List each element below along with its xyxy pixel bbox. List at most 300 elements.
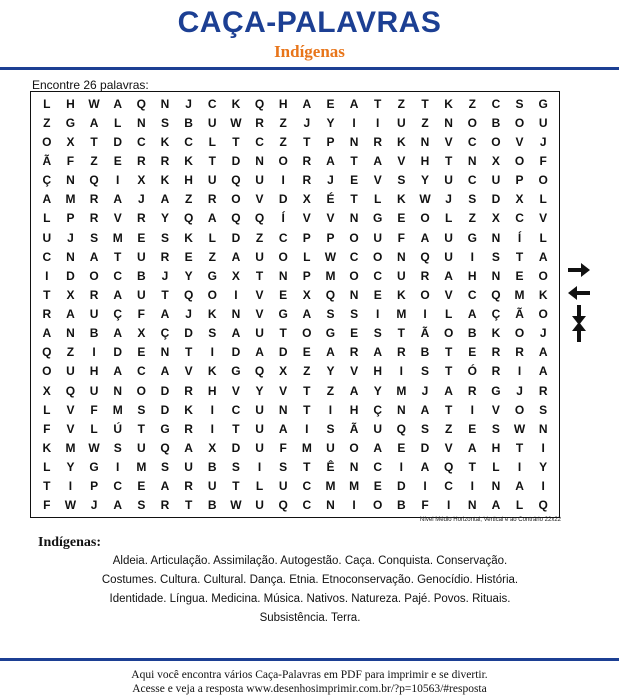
grid-cell: A xyxy=(184,441,193,456)
grid-cell: T xyxy=(43,479,51,494)
grid-cell: J xyxy=(445,192,452,207)
grid-cell: V xyxy=(444,134,453,149)
grid-cell: B xyxy=(207,460,217,475)
grid-cell: C xyxy=(42,249,52,264)
grid-cell: C xyxy=(467,134,477,149)
grid-cell: R xyxy=(160,153,170,168)
word-item: Terra. xyxy=(331,612,361,624)
grid-cell: M xyxy=(136,460,147,475)
grid-cell: O xyxy=(302,326,312,341)
grid-cell: Z xyxy=(421,115,429,130)
grid-cell: U xyxy=(207,479,217,494)
grid-cell: N xyxy=(326,498,335,513)
grid-cell: V xyxy=(350,364,359,379)
grid-cell: D xyxy=(278,192,288,207)
word-item: História. xyxy=(475,574,519,586)
grid-cell: M xyxy=(65,441,76,456)
grid-cell: S xyxy=(160,115,169,130)
grid-cell: U xyxy=(491,173,501,188)
grid-cell: Q xyxy=(254,211,265,226)
grid-cell: K xyxy=(538,287,548,302)
grid-cell: E xyxy=(184,249,193,264)
word-search-grid xyxy=(30,91,560,518)
word-item: Natureza. xyxy=(351,593,402,605)
grid-cell: Q xyxy=(231,211,241,226)
grid-cell: C xyxy=(255,134,264,149)
grid-cell: L xyxy=(114,115,122,130)
grid-cell: A xyxy=(113,326,123,341)
grid-cell: C xyxy=(231,402,241,417)
grid-cell: A xyxy=(89,115,99,130)
grid-cell: L xyxy=(515,498,524,513)
grid-cell: O xyxy=(278,249,288,264)
grid-cell: G xyxy=(491,383,501,398)
grid-cell: O xyxy=(207,287,217,302)
grid-cell: I xyxy=(92,345,96,360)
grid-cell: L xyxy=(492,460,500,475)
grid-cell: Ç xyxy=(373,402,383,417)
grid-cell: Z xyxy=(208,249,216,264)
grid-cell: Í xyxy=(281,211,285,226)
grid-cell: I xyxy=(541,441,545,456)
grid-cell: S xyxy=(208,326,217,341)
grid-cell: R xyxy=(89,287,99,302)
grid-cell: R xyxy=(137,153,146,168)
grid-cell: N xyxy=(349,211,359,226)
page-title: CAÇA-PALAVRAS xyxy=(177,6,442,39)
word-item: Cultural. xyxy=(203,574,247,586)
grid-cell: V xyxy=(184,364,193,379)
grid-cell: J xyxy=(161,268,169,283)
grid-cell: S xyxy=(160,460,169,475)
grid-cell: N xyxy=(137,115,146,130)
grid-cell: R xyxy=(491,345,501,360)
grid-cell: R xyxy=(89,192,99,207)
grid-cell: Z xyxy=(468,211,476,226)
grid-cell: L xyxy=(43,460,51,475)
grid-cell: J xyxy=(90,498,98,513)
grid-cell: R xyxy=(184,383,193,398)
grid-cell: U xyxy=(326,441,335,456)
grid-cell: X xyxy=(42,383,51,398)
grid-cell: Y xyxy=(160,211,169,226)
grid-cell: E xyxy=(137,230,146,245)
grid-cell: B xyxy=(89,326,99,341)
grid-cell: D xyxy=(113,134,123,149)
grid-cell: S xyxy=(160,230,169,245)
grid-cell: O xyxy=(514,115,525,130)
grid-cell: S xyxy=(491,421,500,436)
grid-cell: C xyxy=(349,249,359,264)
grid-cell: G xyxy=(467,230,477,245)
grid-cell: T xyxy=(421,96,429,111)
grid-cell: X xyxy=(66,287,75,302)
grid-cell: O xyxy=(373,498,383,513)
grid-cell: X xyxy=(491,153,500,168)
grid-cell: I xyxy=(281,173,285,188)
grid-cell: T xyxy=(515,441,524,456)
grid-cell: I xyxy=(446,498,451,513)
grid-cell: G xyxy=(278,307,288,322)
word-item: Rituais. xyxy=(472,593,511,605)
grid-cell: A xyxy=(467,441,477,456)
grid-cell: I xyxy=(541,479,545,494)
grid-cell: T xyxy=(444,153,453,168)
word-item: Conservação. xyxy=(436,555,508,567)
grid-cell: I xyxy=(234,287,238,302)
grid-cell: S xyxy=(468,192,477,207)
grid-cell: Ã xyxy=(515,307,524,322)
grid-cell: E xyxy=(279,287,288,302)
grid-cell: T xyxy=(303,460,311,475)
grid-cell: E xyxy=(113,153,122,168)
grid-cell: S xyxy=(420,364,429,379)
grid-cell: E xyxy=(350,173,359,188)
grid-cell: F xyxy=(397,230,406,245)
word-item: Articulação. xyxy=(150,555,211,567)
grid-cell: G xyxy=(325,326,336,341)
grid-cell: W xyxy=(419,192,431,207)
grid-cell: C xyxy=(491,96,501,111)
grid-cell: M xyxy=(65,192,76,207)
grid-cell: Q xyxy=(231,173,241,188)
grid-cell: A xyxy=(42,192,52,207)
grid-cell: G xyxy=(65,115,76,130)
grid-cell: F xyxy=(43,498,51,513)
grid-cell: A xyxy=(420,230,430,245)
grid-cell: C xyxy=(373,268,383,283)
grid-cell: A xyxy=(538,345,548,360)
grid-cell: T xyxy=(468,460,476,475)
grid-cell: A xyxy=(326,345,335,360)
grid-cell: K xyxy=(231,96,241,111)
grid-cell: D xyxy=(397,479,406,494)
grid-cell: Q xyxy=(183,211,194,226)
grid-cell: O xyxy=(420,211,430,226)
grid-cell: L xyxy=(43,96,51,111)
grid-cell: A xyxy=(373,153,383,168)
grid-cell: C xyxy=(515,211,524,226)
grid-cell: Z xyxy=(184,192,193,207)
grid-cell: O xyxy=(278,153,288,168)
grid-cell: L xyxy=(444,307,453,322)
grid-cell: A xyxy=(326,153,335,168)
grid-cell: É xyxy=(326,192,335,207)
grid-cell: O xyxy=(42,364,52,379)
grid-cell: I xyxy=(210,345,214,360)
grid-cell: O xyxy=(349,230,359,245)
grid-cell: M xyxy=(349,479,360,494)
grid-cell: G xyxy=(373,211,383,226)
word-item: Conquista. xyxy=(378,555,434,567)
grid-cell: N xyxy=(66,326,75,341)
grid-cell: W xyxy=(513,421,526,436)
grid-cell: Z xyxy=(255,230,264,245)
grid-cell: R xyxy=(467,383,477,398)
grid-cell: Z xyxy=(279,115,287,130)
grid-cell: T xyxy=(90,134,98,149)
word-item: Pajé. xyxy=(404,593,431,605)
grid-cell: H xyxy=(467,268,477,283)
grid-cell: Q xyxy=(254,96,265,111)
grid-cell: A xyxy=(349,383,359,398)
grid-cell: O xyxy=(136,383,147,398)
grid-cell: Y xyxy=(66,460,75,475)
grid-cell: V xyxy=(255,287,264,302)
grid-cell: Ã xyxy=(349,421,359,436)
grid-cell: V xyxy=(255,192,264,207)
grid-cell: N xyxy=(349,134,359,149)
grid-cell: T xyxy=(515,249,524,264)
grid-cell: R xyxy=(420,268,430,283)
grid-cell: L xyxy=(43,211,51,226)
grid-cell: J xyxy=(185,307,192,322)
grid-cell: K xyxy=(207,307,217,322)
word-item: Povos. xyxy=(433,593,469,605)
grid-cell: I xyxy=(470,249,474,264)
grid-cell: I xyxy=(45,268,49,283)
grid-cell: Ç xyxy=(491,307,501,322)
grid-cell: S xyxy=(326,307,335,322)
grid-cell: T xyxy=(444,345,453,360)
grid-cell: W xyxy=(88,96,100,111)
grid-cell: P xyxy=(515,173,524,188)
grid-cell: C xyxy=(444,479,453,494)
grid-cell: T xyxy=(350,153,358,168)
grid-cell: T xyxy=(184,345,193,360)
grid-cell: C xyxy=(302,479,312,494)
grid-cell: J xyxy=(303,115,311,130)
grid-cell: T xyxy=(279,326,287,341)
grid-cell: Ç xyxy=(42,173,52,188)
grid-cell: O xyxy=(443,326,454,341)
grid-cell: K xyxy=(160,134,170,149)
grid-cell: K xyxy=(444,96,453,111)
grid-cell: M xyxy=(325,268,336,283)
grid-cell: F xyxy=(421,498,429,513)
grid-cell: D xyxy=(278,345,288,360)
grid-cell: U xyxy=(207,115,217,130)
grid-cell: A xyxy=(420,460,430,475)
grid-cell: I xyxy=(352,498,356,513)
grid-cell: H xyxy=(89,364,99,379)
grid-cell: A xyxy=(113,96,123,111)
grid-cell: U xyxy=(89,383,99,398)
grid-cell: A xyxy=(160,192,170,207)
grid-cell: U xyxy=(137,249,146,264)
grid-cell: X xyxy=(515,192,524,207)
grid-cell: V xyxy=(373,173,382,188)
grid-cell: C xyxy=(137,364,146,379)
grid-cell: K xyxy=(160,173,170,188)
level-note: Nível Médio Horizontal, Vertical e ao Contrário 22x22 xyxy=(419,517,561,523)
grid-cell: N xyxy=(278,268,288,283)
grid-cell: T xyxy=(397,326,406,341)
grid-cell: T xyxy=(232,479,240,494)
grid-cell: K xyxy=(397,192,406,207)
grid-cell: L xyxy=(208,134,216,149)
grid-cell: U xyxy=(207,173,217,188)
grid-cell: C xyxy=(302,498,312,513)
grid-cell: T xyxy=(114,249,122,264)
grid-cell: R xyxy=(89,211,99,226)
grid-cell: D xyxy=(231,441,241,456)
grid-cell: Q xyxy=(254,364,265,379)
word-item: Genocídio. xyxy=(417,574,473,586)
grid-cell: A xyxy=(113,287,123,302)
grid-cell: R xyxy=(515,345,524,360)
grid-cell: A xyxy=(207,211,217,226)
grid-cell: S xyxy=(137,498,146,513)
instructions: Encontre 26 palavras: xyxy=(32,78,149,92)
grid-cell: J xyxy=(67,230,74,245)
grid-cell: N xyxy=(491,230,501,245)
grid-cell: Ú xyxy=(113,421,123,436)
grid-cell: Z xyxy=(279,134,287,149)
grid-cell: C xyxy=(467,287,477,302)
grid-cell: Q xyxy=(325,287,336,302)
grid-cell: F xyxy=(137,307,146,322)
arrow-left-icon xyxy=(568,286,590,300)
grid-cell: N xyxy=(491,268,501,283)
grid-cell: K xyxy=(184,230,193,245)
grid-cell: X xyxy=(491,211,500,226)
grid-cell: I xyxy=(376,307,380,322)
grid-cell: F xyxy=(43,421,51,436)
grid-cell: Ó xyxy=(467,364,477,379)
word-item: Assimilação. xyxy=(213,555,278,567)
grid-cell: N xyxy=(349,460,359,475)
grid-cell: K xyxy=(397,287,406,302)
grid-cell: B xyxy=(397,498,406,513)
grid-cell: V xyxy=(539,211,548,226)
grid-cell: S xyxy=(113,441,122,456)
grid-cell: T xyxy=(444,364,453,379)
grid-cell: Q xyxy=(396,421,407,436)
grid-cell: N xyxy=(160,345,170,360)
grid-cell: Z xyxy=(43,115,51,130)
grid-cell: R xyxy=(538,383,548,398)
grid-cell: R xyxy=(160,498,170,513)
grid-cell: V xyxy=(279,383,288,398)
grid-cell: A xyxy=(42,326,52,341)
grid-cell: O xyxy=(514,153,525,168)
grid-cell: U xyxy=(66,364,75,379)
grid-cell: L xyxy=(90,421,98,436)
grid-cell: T xyxy=(137,421,146,436)
grid-cell: U xyxy=(255,441,264,456)
grid-cell: N xyxy=(113,383,123,398)
grid-cell: V xyxy=(66,402,75,417)
grid-cell: Q xyxy=(136,96,147,111)
grid-cell: T xyxy=(303,134,311,149)
grid-cell: I xyxy=(423,307,427,322)
grid-cell: E xyxy=(468,421,477,436)
grid-cell: Q xyxy=(420,249,430,264)
grid-cell: S xyxy=(420,421,429,436)
grid-cell: O xyxy=(231,192,241,207)
grid-cell: R xyxy=(184,479,193,494)
grid-cell: J xyxy=(327,173,334,188)
grid-cell: S xyxy=(326,421,335,436)
word-item: Caça. xyxy=(344,555,375,567)
grid-cell: D xyxy=(231,230,241,245)
grid-cell: P xyxy=(66,211,75,226)
word-item: Identidade. xyxy=(109,593,167,605)
grid-cell: P xyxy=(302,268,311,283)
grid-cell: J xyxy=(539,134,547,149)
grid-cell: W xyxy=(64,498,77,513)
grid-cell: L xyxy=(208,230,216,245)
grid-cell: V xyxy=(113,211,122,226)
grid-cell: H xyxy=(278,96,288,111)
grid-cell: S xyxy=(137,402,146,417)
grid-cell: E xyxy=(137,345,146,360)
grid-cell: J xyxy=(516,383,523,398)
grid-cell: U xyxy=(444,173,453,188)
grid-cell: R xyxy=(137,211,146,226)
word-item: Medicina. xyxy=(211,593,261,605)
top-divider xyxy=(0,67,619,70)
grid-cell: Q xyxy=(491,287,501,302)
grid-cell: I xyxy=(328,402,333,417)
word-item: Música. xyxy=(263,593,304,605)
grid-cell: Y xyxy=(420,173,429,188)
grid-cell: U xyxy=(444,249,453,264)
grid-cell: Y xyxy=(373,383,382,398)
grid-cell: D xyxy=(420,441,430,456)
grid-cell: Ê xyxy=(326,460,335,475)
grid-cell: Ç xyxy=(160,326,170,341)
grid-cell: D xyxy=(231,345,241,360)
grid-cell: H xyxy=(491,441,501,456)
grid-cell: V xyxy=(515,134,524,149)
grid-cell: W xyxy=(88,441,100,456)
grid-cell: B xyxy=(420,345,430,360)
grid-cell: A xyxy=(113,364,123,379)
grid-cell: T xyxy=(232,421,240,436)
grid-cell: T xyxy=(43,287,51,302)
grid-cell: N xyxy=(538,421,548,436)
grid-cell: A xyxy=(373,345,383,360)
grid-cell: W xyxy=(324,249,337,264)
grid-cell: X xyxy=(137,173,146,188)
grid-cell: U xyxy=(373,421,383,436)
grid-cell: I xyxy=(210,402,214,417)
grid-cell: D xyxy=(231,153,241,168)
grid-cell: O xyxy=(467,115,477,130)
grid-cell: D xyxy=(66,268,75,283)
grid-cell: Z xyxy=(468,96,476,111)
grid-cell: C xyxy=(278,230,288,245)
grid-cell: V xyxy=(255,307,264,322)
grid-cell: A xyxy=(538,249,548,264)
grid-cell: U xyxy=(278,479,288,494)
grid-cell: H xyxy=(184,173,193,188)
grid-cell: A xyxy=(89,249,99,264)
grid-cell: Ç xyxy=(113,307,123,322)
grid-cell: B xyxy=(491,115,501,130)
grid-cell: E xyxy=(137,479,146,494)
grid-cell: E xyxy=(397,211,406,226)
grid-cell: U xyxy=(373,230,383,245)
grid-cell: Y xyxy=(326,364,335,379)
grid-cell: M xyxy=(112,230,123,245)
grid-cell: M xyxy=(514,287,525,302)
grid-cell: S xyxy=(231,460,240,475)
footer-line-1: Aqui você encontra vários Caça-Palavras em PDF para imprimir e se divertir. xyxy=(131,669,488,681)
grid-cell: T xyxy=(374,96,382,111)
